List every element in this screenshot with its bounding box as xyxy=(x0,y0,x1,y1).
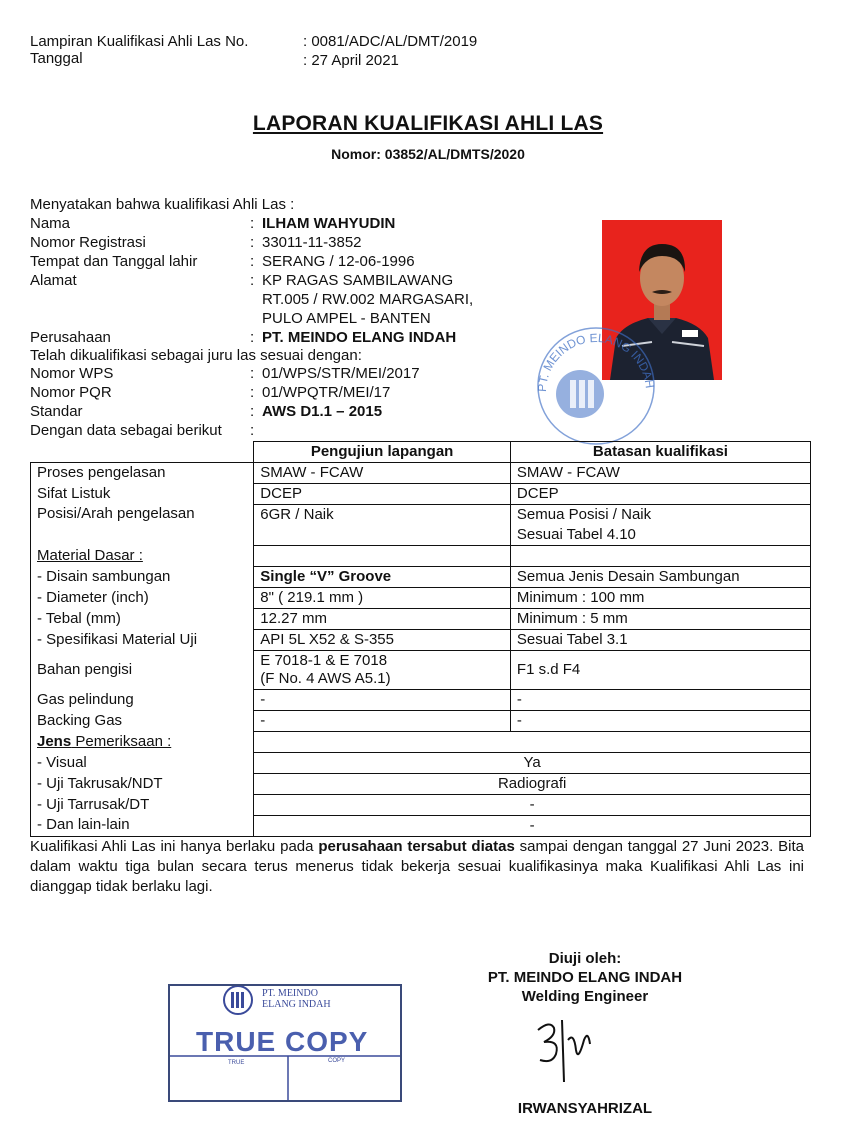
colon: : xyxy=(250,253,255,270)
address-line-3: PULO AMPEL - BANTEN xyxy=(262,310,431,327)
row-label: - Visual xyxy=(31,753,254,774)
column-header-test: Pengujiun lapangan xyxy=(254,442,511,463)
name-label: Nama xyxy=(30,215,71,232)
row-label: - Uji Tarrusak/DT xyxy=(31,795,254,816)
date-value: : 27 April 2021 xyxy=(303,52,399,69)
limit-cell: Sesuai Tabel 3.1 xyxy=(510,630,810,651)
colon: : xyxy=(250,234,255,251)
attachment-label: Lampiran Kualifikasi Ahli Las No. xyxy=(30,33,249,50)
document-title: LAPORAN KUALIFIKASI AHLI LAS xyxy=(252,112,604,135)
address-label: Alamat xyxy=(30,272,77,289)
test-cell: - xyxy=(254,690,511,711)
inspection-value: - xyxy=(254,816,811,837)
pqr-value: 01/WPQTR/MEI/17 xyxy=(262,384,391,401)
true-copy-company-line-2: ELANG INDAH xyxy=(262,999,331,1010)
date-label: Tanggal xyxy=(30,50,83,67)
company-stamp xyxy=(532,322,660,450)
test-cell: API 5L X52 & S-355 xyxy=(254,630,511,651)
row-label: Bahan pengisi xyxy=(31,651,254,690)
test-cell: 12.27 mm xyxy=(254,609,511,630)
inspection-section-label xyxy=(31,732,254,753)
test-cell: - xyxy=(254,711,511,732)
limit-cell: SMAW - FCAW xyxy=(510,463,810,484)
limit-cell: Semua Jenis Desain Sambungan xyxy=(510,567,810,588)
limit-cell: Minimum : 5 mm xyxy=(510,609,810,630)
colon: : xyxy=(250,272,255,289)
row-label: - Diameter (inch) xyxy=(31,588,254,609)
colon: : xyxy=(250,422,255,439)
test-cell: SMAW - FCAW xyxy=(254,463,511,484)
limit-cell: Sesuai Tabel 4.10 xyxy=(510,525,810,546)
true-copy-stamp xyxy=(168,984,402,1102)
stamp-text: PT. MEINDO ELANG INDAH xyxy=(534,330,657,393)
inspection-value: - xyxy=(254,795,811,816)
validity-text-1: Kualifikasi Ahli Las ini hanya berlaku pada xyxy=(30,838,319,855)
limit-cell: F1 s.d F4 xyxy=(510,651,810,690)
address-line-1: KP RAGAS SAMBILAWANG xyxy=(262,272,454,289)
limit-cell: Semua Posisi / Naik xyxy=(510,505,810,526)
attachment-number: : 0081/ADC/AL/DMT/2019 xyxy=(303,33,478,50)
test-cell-line: E 7018-1 & E 7018 xyxy=(260,652,388,669)
registration-value: 33011-11-3852 xyxy=(262,234,362,251)
company-stamp-seal-icon xyxy=(532,322,660,450)
inspection-label-rest: Pemeriksaan : xyxy=(71,732,172,750)
true-copy-small-left: TRUE xyxy=(228,1060,245,1066)
colon: : xyxy=(250,329,255,346)
row-label: Gas pelindung xyxy=(31,690,254,711)
handwritten-signature-icon xyxy=(528,1010,608,1090)
row-label: - Disain sambungan xyxy=(31,567,254,588)
material-section-label: Material Dasar : xyxy=(31,546,254,567)
name-value: ILHAM WAHYUDIN xyxy=(262,215,396,232)
true-copy-label: TRUE COPY xyxy=(196,1026,369,1057)
signature xyxy=(528,1010,608,1096)
inspection-value: Radiografi xyxy=(254,774,811,795)
signer-company: PT. MEINDO ELANG INDAH xyxy=(487,969,683,986)
registration-label: Nomor Registrasi xyxy=(30,234,146,251)
row-label: Backing Gas xyxy=(31,711,254,732)
row-label: Posisi/Arah pengelasan xyxy=(31,505,254,526)
colon: : xyxy=(250,384,255,401)
birth-label: Tempat dan Tanggal lahir xyxy=(30,253,198,270)
data-intro: Dengan data sebagai berikut xyxy=(30,422,222,439)
true-copy-small-right: COPY xyxy=(328,1058,346,1064)
company-value: PT. MEINDO ELANG INDAH xyxy=(262,329,457,346)
test-cell: Single “V” Groove xyxy=(254,567,511,588)
limit-cell: - xyxy=(510,711,810,732)
limit-cell: - xyxy=(510,690,810,711)
validity-paragraph xyxy=(30,837,804,897)
standard-label: Standar xyxy=(30,403,83,420)
colon: : xyxy=(250,215,255,232)
wps-label: Nomor WPS xyxy=(30,365,114,382)
limit-cell: DCEP xyxy=(510,484,810,505)
qualification-table xyxy=(30,441,811,837)
inspection-label-bold: Jens xyxy=(37,732,72,750)
row-label: - Uji Takrusak/NDT xyxy=(31,774,254,795)
validity-text-2: sampai dengan tanggal 27 Juni 2023. Bita dalam waktu tiga bulan secara terus menerus tidak bekerja sesuai kualifikasinya maka Kualifikasi Ahli Las ini dianggap tidak berlaku lagi. xyxy=(30,838,804,895)
birth-value: SERANG / 12-06-1996 xyxy=(262,253,415,270)
address-line-2: RT.005 / RW.002 MARGASARI, xyxy=(262,291,474,308)
true-copy-company-line-1: PT. MEINDO xyxy=(262,988,318,999)
column-header-limit: Batasan kualifikasi xyxy=(510,442,810,463)
tested-by-label: Diuji oleh: xyxy=(548,950,622,967)
inspection-value: Ya xyxy=(254,753,811,774)
company-label: Perusahaan xyxy=(30,329,111,346)
qualified-text: Telah dikualifikasi sebagai juru las sesuai dengan: xyxy=(30,347,362,364)
row-label: - Dan lain-lain xyxy=(31,816,254,837)
row-label: Sifat Listuk xyxy=(31,484,254,505)
wps-value: 01/WPS/STR/MEI/2017 xyxy=(262,365,420,382)
limit-cell: Minimum : 100 mm xyxy=(510,588,810,609)
validity-text-bold: perusahaan tersabut diatas xyxy=(318,838,515,855)
colon: : xyxy=(250,403,255,420)
row-label: - Spesifikasi Material Uji xyxy=(31,630,254,651)
test-cell: DCEP xyxy=(254,484,511,505)
signer-name: IRWANSYAHRIZAL xyxy=(517,1100,653,1117)
test-cell: 8" ( 219.1 mm ) xyxy=(254,588,511,609)
row-label: - Tebal (mm) xyxy=(31,609,254,630)
test-cell: 6GR / Naik xyxy=(254,505,511,526)
document-number: Nomor: 03852/AL/DMTS/2020 xyxy=(331,146,525,162)
test-cell-line: (F No. 4 AWS A5.1) xyxy=(260,670,391,687)
pqr-label: Nomor PQR xyxy=(30,384,112,401)
row-label: Proses pengelasan xyxy=(31,463,254,484)
signer-role: Welding Engineer xyxy=(521,988,649,1005)
standard-value: AWS D1.1 – 2015 xyxy=(262,403,383,420)
colon: : xyxy=(250,365,255,382)
intro-text: Menyatakan bahwa kualifikasi Ahli Las : xyxy=(30,196,295,213)
